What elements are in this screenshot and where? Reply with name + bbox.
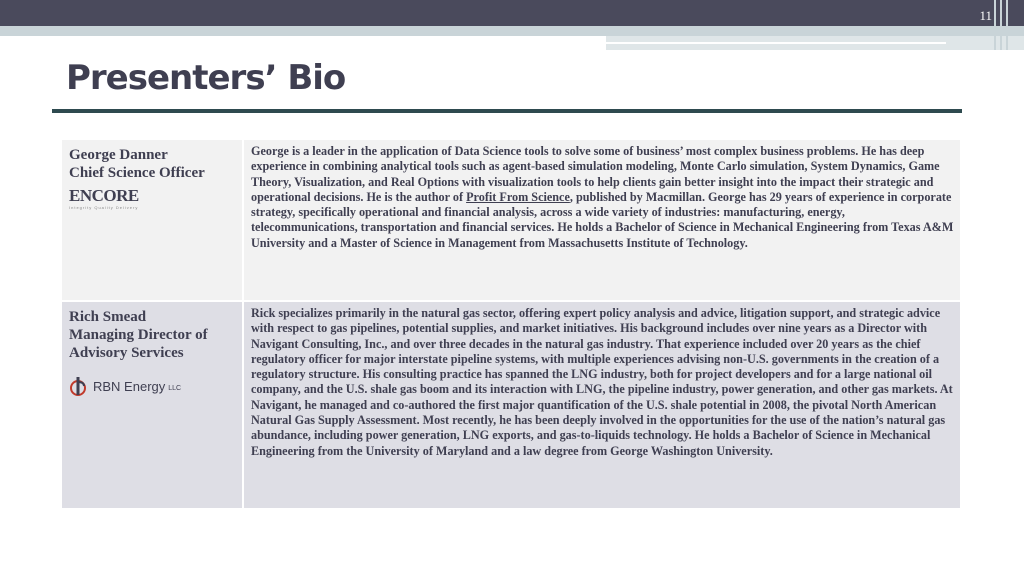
rbn-energy-logo: RBN Energy LLC xyxy=(69,374,242,398)
rbn-drop-icon xyxy=(69,375,91,397)
presenter-role: Managing Director of Advisory Services xyxy=(69,327,208,361)
title-divider xyxy=(52,109,962,113)
table-row xyxy=(62,302,960,510)
presenter-role: Chief Science Officer xyxy=(69,165,205,181)
header-accent-line xyxy=(606,42,946,44)
slide-number: 11 xyxy=(979,8,992,23)
presenter-info xyxy=(62,140,244,300)
presenter-bio: Rick specializes primarily in the natural gas sector, offering expert policy analysis and advice, litigation support, and strategic advice with respect to gas pipelines, potential supplies, and market initiatives. His background includes over nine years as a Director with Navigant Consulting, Inc., and over three decades in the natural gas industry. That experience included over 20 years as the chief regulatory officer for major interstate pipeline systems, with multiple experiences advising non-U.S. governments in the creation of a regulatory structure. His consulting practice has spanned the LNG industry, both for project developers and for a large national oil company, and the U.S. shale gas boom and its interaction with LNG, the pipeline industry, power generation, and other gas markets. At Navigant, he managed and co-authored the first major quantification of the U.S. shale potential in 2008, the pivotal North American Natural Gas Supply Assessment. Most recently, he has been deeply involved in the opportunities for the use of the nation’s natural gas abundance, including power generation, LNG exports, and gas-to-liquids technology. He holds a Bachelor of Science in Mechanical Engineering from the University of Maryland and a law degree from George Washington University. xyxy=(251,306,953,458)
header-stripes xyxy=(994,0,1024,50)
header-band xyxy=(0,26,1024,36)
presenter-bio: George is a leader in the application of Data Science tools to solve some of business’ most complex business problems. He has deep experience in combining analytical tools such as agent-based simulation modeling, Monte Carlo simulation, System Dynamics, Game Theory, Visualization, and Real Options with visualization tools to help clients gain better insight into the impact their strategic and operational decisions. He is the author of Profit From Science, published by Macmillan. George has 29 years of experience in corporate strategy, specifically operational and financial analysis, across a wide variety of industries: manufacturing, energy, telecommunications, transportation and financial services. He holds a Bachelor of Science in Mechanical Engineering from Texas A&M University and a Master of Science in Management from Massachusetts Institute of Technology. xyxy=(251,144,954,250)
presenter-name: George Danner xyxy=(69,147,168,163)
page-title: Presenters’ Bio xyxy=(66,58,346,98)
presenter-name: Rich Smead xyxy=(69,309,147,325)
book-link[interactable]: Profit From Science xyxy=(466,189,570,204)
presenter-info xyxy=(62,302,244,508)
presenters-table xyxy=(62,140,960,510)
table-row xyxy=(62,140,960,302)
header-bar xyxy=(0,0,1024,26)
encore-logo: ENCORE Integrity Quality Delivery xyxy=(69,186,139,210)
